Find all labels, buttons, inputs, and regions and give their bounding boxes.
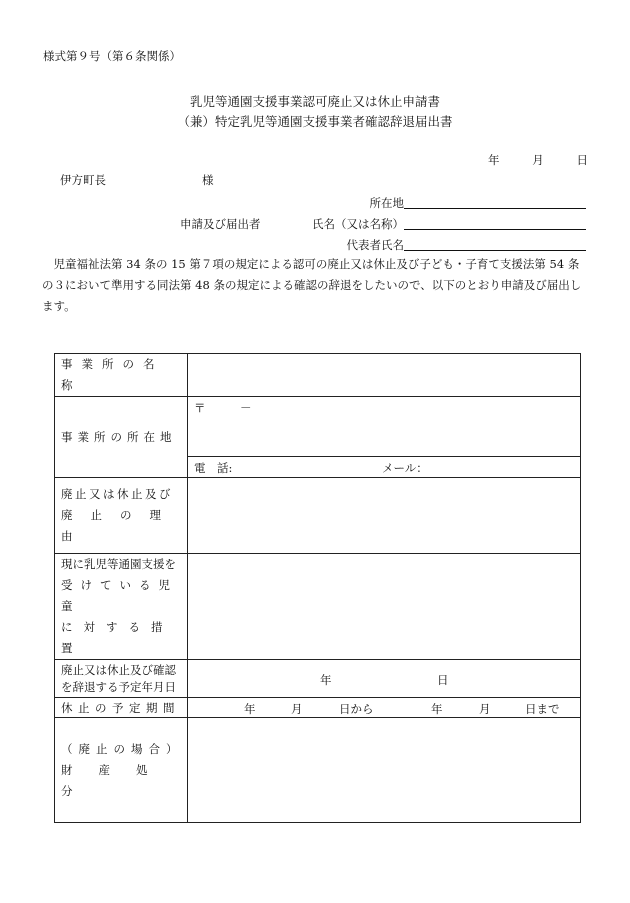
facility-name-label-text: 事業所の名称 [61,357,164,392]
body-paragraph: 児童福祉法第 34 条の 15 第７項の規定による認可の廃止又は休止及び子ども・子育て支援法第 54 条の３において準用する同法第 48 条の規定による確認の辞退をしたいので、以下のとおり申請及び届出します。 [42,257,582,313]
measures-field[interactable] [188,554,581,660]
measures-label-cell [55,554,188,660]
planned-date-label-line1: 廃止又は休止及び確認 [61,662,176,677]
name-field[interactable] [404,229,586,230]
name-label: 氏名（又は名称） [312,217,404,231]
date-day: 日 [576,153,588,167]
facility-address-field[interactable] [188,397,581,457]
date-month: 月 [532,153,544,167]
suspension-label-cell [55,698,188,718]
period-end-year: 年 [431,701,443,716]
period-end-day: 日まで [525,701,560,716]
reason-label-cell [55,478,188,554]
email-label: メール： [382,460,428,475]
phone-label: 電 話: [194,460,233,475]
disposal-field[interactable] [188,718,581,823]
disposal-label-line1: （廃止の場合） [61,741,184,756]
address-label: 所在地 [369,196,404,210]
document-subtitle: （兼）特定乳児等通園支援事業者確認辞退届出書 [177,114,453,129]
addressee-name: 伊方町長 [60,173,106,187]
measures-label-line2: 受けている児童 [61,578,178,613]
facility-address-label-cell [55,397,188,478]
planned-date-label-line2: を辞退する予定年月日 [61,679,176,694]
period-start-month: 月 [291,701,303,716]
addressee-honorific: 様 [202,173,214,187]
document-title: 乳児等通園支援事業認可廃止又は休止申請書 [189,94,440,109]
disposal-label-line2: 財産処分 [61,762,174,798]
measures-label-line1: 現に乳児等通園支援を [61,557,176,571]
planned-day-label: 日 [437,672,449,687]
reason-label-line2: 廃止の理由 [61,508,179,543]
reason-label-line1: 廃止又は休止及び [61,487,173,501]
planned-date-label-cell [55,660,188,698]
address-field[interactable] [404,208,586,209]
measures-label-line3: に対する措置 [61,620,174,655]
postal-mark: 〒 － [194,401,252,415]
planned-date-field[interactable] [188,660,581,698]
facility-name-label [61,354,181,396]
facility-name-label-cell [55,354,188,397]
suspension-period-field[interactable] [188,698,581,718]
period-end-month: 月 [479,701,491,716]
period-start-day: 日から [339,701,374,716]
applicant-role-label: 申請及び届出者 [180,217,261,231]
application-form-table [54,353,581,823]
date-year: 年 [488,153,500,167]
suspension-label: 休止の予定期間 [61,700,180,715]
facility-name-field[interactable] [188,354,581,397]
representative-label: 代表者氏名 [346,238,404,252]
representative-field[interactable] [404,250,586,251]
disposal-label-cell [55,718,188,823]
form-number: 様式第９号（第６条関係） [43,49,181,63]
planned-year-label: 年 [320,672,332,687]
period-start-year: 年 [244,701,256,716]
contact-row [188,457,581,478]
reason-field[interactable] [188,478,581,554]
date-line [488,152,588,168]
facility-address-label: 事業所の所在地 [61,430,177,444]
